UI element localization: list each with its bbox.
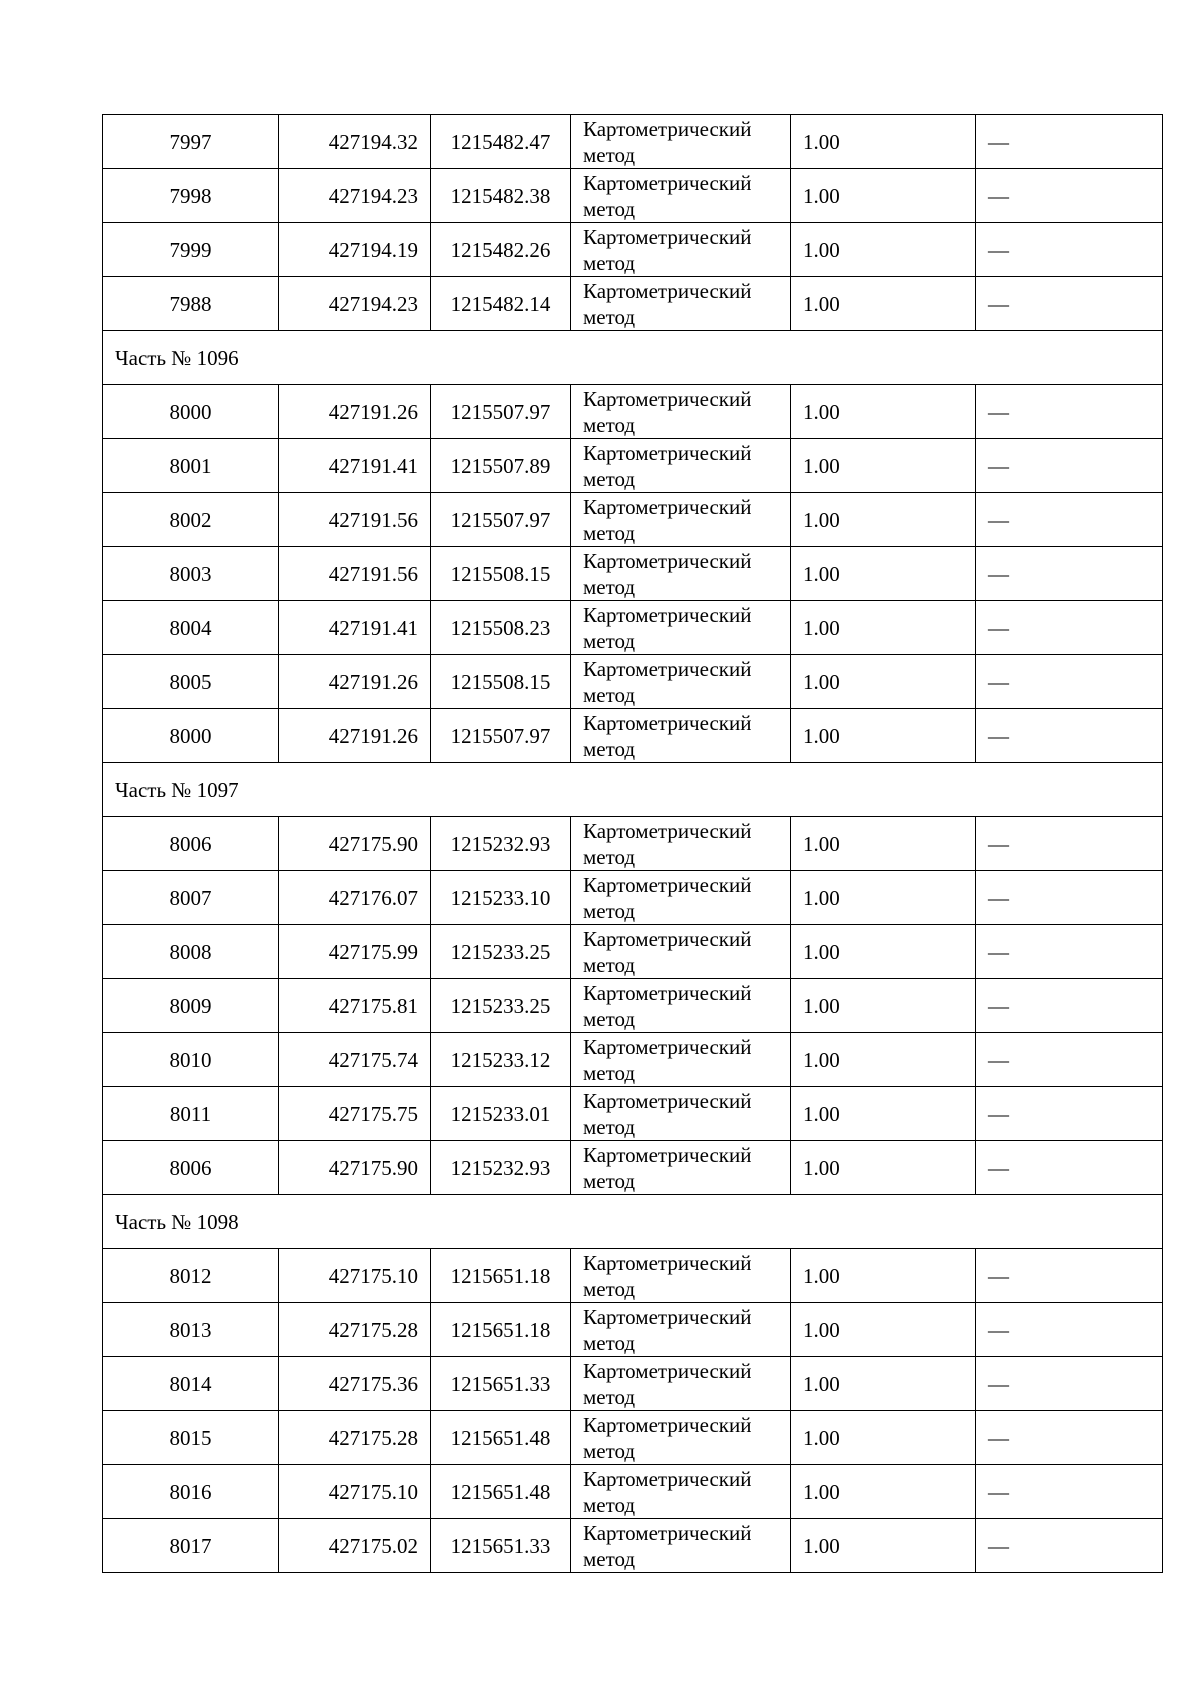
- point-number-cell: 8003: [103, 547, 279, 601]
- method-line-2: метод: [583, 1006, 636, 1031]
- part-label: Часть № 1097: [103, 763, 1163, 817]
- accuracy-cell: 1.00: [791, 709, 976, 763]
- y-coordinate-cell: 1215508.15: [431, 655, 571, 709]
- description-cell: —: [976, 1249, 1163, 1303]
- table-row: [103, 385, 1163, 439]
- method-line-1: Картометрический: [583, 1142, 752, 1167]
- method-line-2: метод: [583, 1114, 636, 1139]
- point-number-cell: 7988: [103, 277, 279, 331]
- table-row: [103, 1465, 1163, 1519]
- point-number-cell: 8016: [103, 1465, 279, 1519]
- x-coordinate-cell: 427175.74: [279, 1033, 431, 1087]
- x-coordinate-cell: 427175.99: [279, 925, 431, 979]
- accuracy-cell: 1.00: [791, 925, 976, 979]
- method-line-1: Картометрический: [583, 1412, 752, 1437]
- accuracy-cell: 1.00: [791, 493, 976, 547]
- table-row: [103, 655, 1163, 709]
- x-coordinate-cell: 427175.02: [279, 1519, 431, 1573]
- method-line-2: метод: [583, 1330, 636, 1355]
- x-coordinate-cell: 427194.23: [279, 169, 431, 223]
- table-row: [103, 1357, 1163, 1411]
- x-coordinate-cell: 427194.32: [279, 115, 431, 169]
- method-line-2: метод: [583, 1384, 636, 1409]
- coordinates-table: [102, 114, 1163, 1573]
- method-line-2: метод: [583, 1276, 636, 1301]
- method-cell: [571, 169, 791, 223]
- y-coordinate-cell: 1215233.12: [431, 1033, 571, 1087]
- method-cell: [571, 1519, 791, 1573]
- accuracy-cell: 1.00: [791, 655, 976, 709]
- accuracy-cell: 1.00: [791, 1519, 976, 1573]
- method-line-1: Картометрический: [583, 980, 752, 1005]
- table-row: [103, 709, 1163, 763]
- method-line-1: Картометрический: [583, 1250, 752, 1275]
- point-number-cell: 8009: [103, 979, 279, 1033]
- method-line-1: Картометрический: [583, 1304, 752, 1329]
- description-cell: —: [976, 439, 1163, 493]
- table-row: [103, 277, 1163, 331]
- table-row: [103, 1519, 1163, 1573]
- table-row: [103, 925, 1163, 979]
- method-line-1: Картометрический: [583, 116, 752, 141]
- point-number-cell: 8007: [103, 871, 279, 925]
- x-coordinate-cell: 427191.56: [279, 493, 431, 547]
- part-label: Часть № 1098: [103, 1195, 1163, 1249]
- method-cell: [571, 925, 791, 979]
- method-cell: [571, 817, 791, 871]
- y-coordinate-cell: 1215508.23: [431, 601, 571, 655]
- table-row: [103, 601, 1163, 655]
- accuracy-cell: 1.00: [791, 277, 976, 331]
- method-line-1: Картометрический: [583, 1034, 752, 1059]
- method-cell: [571, 385, 791, 439]
- method-line-1: Картометрический: [583, 494, 752, 519]
- accuracy-cell: 1.00: [791, 1087, 976, 1141]
- table-row: [103, 169, 1163, 223]
- method-line-1: Картометрический: [583, 170, 752, 195]
- point-number-cell: 8012: [103, 1249, 279, 1303]
- accuracy-cell: 1.00: [791, 601, 976, 655]
- y-coordinate-cell: 1215651.33: [431, 1519, 571, 1573]
- table-row: [103, 1087, 1163, 1141]
- method-line-1: Картометрический: [583, 710, 752, 735]
- description-cell: —: [976, 871, 1163, 925]
- method-line-1: Картометрический: [583, 926, 752, 951]
- description-cell: —: [976, 1519, 1163, 1573]
- method-line-1: Картометрический: [583, 1358, 752, 1383]
- method-line-2: метод: [583, 1492, 636, 1517]
- description-cell: —: [976, 1303, 1163, 1357]
- method-cell: [571, 1465, 791, 1519]
- x-coordinate-cell: 427175.90: [279, 1141, 431, 1195]
- y-coordinate-cell: 1215233.25: [431, 979, 571, 1033]
- y-coordinate-cell: 1215651.18: [431, 1249, 571, 1303]
- x-coordinate-cell: 427176.07: [279, 871, 431, 925]
- y-coordinate-cell: 1215232.93: [431, 1141, 571, 1195]
- accuracy-cell: 1.00: [791, 169, 976, 223]
- table-row: [103, 979, 1163, 1033]
- x-coordinate-cell: 427194.23: [279, 277, 431, 331]
- method-cell: [571, 1411, 791, 1465]
- table-row: [103, 1033, 1163, 1087]
- description-cell: —: [976, 1033, 1163, 1087]
- x-coordinate-cell: 427191.41: [279, 601, 431, 655]
- method-cell: [571, 1357, 791, 1411]
- point-number-cell: 8002: [103, 493, 279, 547]
- table-row: [103, 817, 1163, 871]
- description-cell: —: [976, 1465, 1163, 1519]
- method-line-1: Картометрический: [583, 1520, 752, 1545]
- description-cell: —: [976, 1411, 1163, 1465]
- description-cell: —: [976, 1357, 1163, 1411]
- table-row: [103, 493, 1163, 547]
- y-coordinate-cell: 1215482.14: [431, 277, 571, 331]
- description-cell: —: [976, 115, 1163, 169]
- accuracy-cell: 1.00: [791, 385, 976, 439]
- description-cell: —: [976, 1141, 1163, 1195]
- description-cell: —: [976, 979, 1163, 1033]
- point-number-cell: 7999: [103, 223, 279, 277]
- y-coordinate-cell: 1215233.25: [431, 925, 571, 979]
- description-cell: —: [976, 709, 1163, 763]
- accuracy-cell: 1.00: [791, 1249, 976, 1303]
- table-row: [103, 115, 1163, 169]
- x-coordinate-cell: 427175.90: [279, 817, 431, 871]
- method-line-1: Картометрический: [583, 656, 752, 681]
- point-number-cell: 8014: [103, 1357, 279, 1411]
- method-line-2: метод: [583, 574, 636, 599]
- method-line-2: метод: [583, 1060, 636, 1085]
- point-number-cell: 8017: [103, 1519, 279, 1573]
- table-row: [103, 1303, 1163, 1357]
- y-coordinate-cell: 1215482.38: [431, 169, 571, 223]
- method-line-2: метод: [583, 520, 636, 545]
- accuracy-cell: 1.00: [791, 1465, 976, 1519]
- y-coordinate-cell: 1215482.26: [431, 223, 571, 277]
- description-cell: —: [976, 547, 1163, 601]
- accuracy-cell: 1.00: [791, 547, 976, 601]
- point-number-cell: 8005: [103, 655, 279, 709]
- y-coordinate-cell: 1215507.97: [431, 493, 571, 547]
- x-coordinate-cell: 427175.10: [279, 1465, 431, 1519]
- x-coordinate-cell: 427175.36: [279, 1357, 431, 1411]
- table-row: [103, 871, 1163, 925]
- table-row: [103, 1249, 1163, 1303]
- description-cell: —: [976, 385, 1163, 439]
- accuracy-cell: 1.00: [791, 1411, 976, 1465]
- x-coordinate-cell: 427194.19: [279, 223, 431, 277]
- method-cell: [571, 1141, 791, 1195]
- method-line-1: Картометрический: [583, 224, 752, 249]
- method-cell: [571, 277, 791, 331]
- x-coordinate-cell: 427175.81: [279, 979, 431, 1033]
- method-cell: [571, 1033, 791, 1087]
- part-label: Часть № 1096: [103, 331, 1163, 385]
- point-number-cell: 8006: [103, 817, 279, 871]
- accuracy-cell: 1.00: [791, 1303, 976, 1357]
- point-number-cell: 8015: [103, 1411, 279, 1465]
- accuracy-cell: 1.00: [791, 1033, 976, 1087]
- x-coordinate-cell: 427191.26: [279, 655, 431, 709]
- method-line-1: Картометрический: [583, 1466, 752, 1491]
- method-cell: [571, 1303, 791, 1357]
- table-row: [103, 547, 1163, 601]
- y-coordinate-cell: 1215233.10: [431, 871, 571, 925]
- part-header-row: [103, 331, 1163, 385]
- y-coordinate-cell: 1215651.33: [431, 1357, 571, 1411]
- accuracy-cell: 1.00: [791, 223, 976, 277]
- point-number-cell: 8004: [103, 601, 279, 655]
- point-number-cell: 7997: [103, 115, 279, 169]
- method-line-1: Картометрический: [583, 602, 752, 627]
- method-cell: [571, 979, 791, 1033]
- method-line-1: Картометрический: [583, 1088, 752, 1113]
- table-row: [103, 223, 1163, 277]
- method-cell: [571, 1087, 791, 1141]
- method-line-2: метод: [583, 682, 636, 707]
- table-row: [103, 1411, 1163, 1465]
- method-line-2: метод: [583, 736, 636, 761]
- x-coordinate-cell: 427175.75: [279, 1087, 431, 1141]
- y-coordinate-cell: 1215507.97: [431, 709, 571, 763]
- part-header-row: [103, 1195, 1163, 1249]
- method-line-2: метод: [583, 250, 636, 275]
- method-cell: [571, 601, 791, 655]
- method-cell: [571, 223, 791, 277]
- description-cell: —: [976, 817, 1163, 871]
- description-cell: —: [976, 925, 1163, 979]
- method-line-2: метод: [583, 1168, 636, 1193]
- method-line-2: метод: [583, 952, 636, 977]
- point-number-cell: 7998: [103, 169, 279, 223]
- method-line-2: метод: [583, 412, 636, 437]
- y-coordinate-cell: 1215232.93: [431, 817, 571, 871]
- accuracy-cell: 1.00: [791, 1141, 976, 1195]
- accuracy-cell: 1.00: [791, 1357, 976, 1411]
- x-coordinate-cell: 427191.26: [279, 385, 431, 439]
- point-number-cell: 8010: [103, 1033, 279, 1087]
- y-coordinate-cell: 1215651.48: [431, 1465, 571, 1519]
- point-number-cell: 8011: [103, 1087, 279, 1141]
- method-line-2: метод: [583, 466, 636, 491]
- method-line-2: метод: [583, 628, 636, 653]
- table-row: [103, 1141, 1163, 1195]
- x-coordinate-cell: 427191.56: [279, 547, 431, 601]
- point-number-cell: 8000: [103, 385, 279, 439]
- method-cell: [571, 493, 791, 547]
- point-number-cell: 8008: [103, 925, 279, 979]
- table-row: [103, 439, 1163, 493]
- accuracy-cell: 1.00: [791, 979, 976, 1033]
- description-cell: —: [976, 277, 1163, 331]
- y-coordinate-cell: 1215508.15: [431, 547, 571, 601]
- method-line-2: метод: [583, 142, 636, 167]
- y-coordinate-cell: 1215651.18: [431, 1303, 571, 1357]
- accuracy-cell: 1.00: [791, 871, 976, 925]
- method-cell: [571, 115, 791, 169]
- accuracy-cell: 1.00: [791, 817, 976, 871]
- method-line-1: Картометрический: [583, 278, 752, 303]
- accuracy-cell: 1.00: [791, 115, 976, 169]
- point-number-cell: 8006: [103, 1141, 279, 1195]
- description-cell: —: [976, 493, 1163, 547]
- method-cell: [571, 547, 791, 601]
- method-line-1: Картометрический: [583, 872, 752, 897]
- method-line-1: Картометрический: [583, 386, 752, 411]
- description-cell: —: [976, 1087, 1163, 1141]
- x-coordinate-cell: 427175.28: [279, 1303, 431, 1357]
- point-number-cell: 8001: [103, 439, 279, 493]
- x-coordinate-cell: 427175.28: [279, 1411, 431, 1465]
- method-line-1: Картометрический: [583, 440, 752, 465]
- x-coordinate-cell: 427175.10: [279, 1249, 431, 1303]
- x-coordinate-cell: 427191.41: [279, 439, 431, 493]
- method-line-1: Картометрический: [583, 548, 752, 573]
- description-cell: —: [976, 655, 1163, 709]
- point-number-cell: 8013: [103, 1303, 279, 1357]
- accuracy-cell: 1.00: [791, 439, 976, 493]
- description-cell: —: [976, 601, 1163, 655]
- method-line-2: метод: [583, 196, 636, 221]
- method-cell: [571, 871, 791, 925]
- method-line-1: Картометрический: [583, 818, 752, 843]
- method-line-2: метод: [583, 304, 636, 329]
- coordinates-table-body: [103, 115, 1163, 1573]
- description-cell: —: [976, 169, 1163, 223]
- method-line-2: метод: [583, 1546, 636, 1571]
- method-cell: [571, 709, 791, 763]
- description-cell: —: [976, 223, 1163, 277]
- method-line-2: метод: [583, 898, 636, 923]
- y-coordinate-cell: 1215507.97: [431, 385, 571, 439]
- point-number-cell: 8000: [103, 709, 279, 763]
- method-cell: [571, 1249, 791, 1303]
- y-coordinate-cell: 1215651.48: [431, 1411, 571, 1465]
- y-coordinate-cell: 1215482.47: [431, 115, 571, 169]
- method-line-2: метод: [583, 1438, 636, 1463]
- y-coordinate-cell: 1215233.01: [431, 1087, 571, 1141]
- y-coordinate-cell: 1215507.89: [431, 439, 571, 493]
- x-coordinate-cell: 427191.26: [279, 709, 431, 763]
- method-cell: [571, 439, 791, 493]
- method-cell: [571, 655, 791, 709]
- method-line-2: метод: [583, 844, 636, 869]
- part-header-row: [103, 763, 1163, 817]
